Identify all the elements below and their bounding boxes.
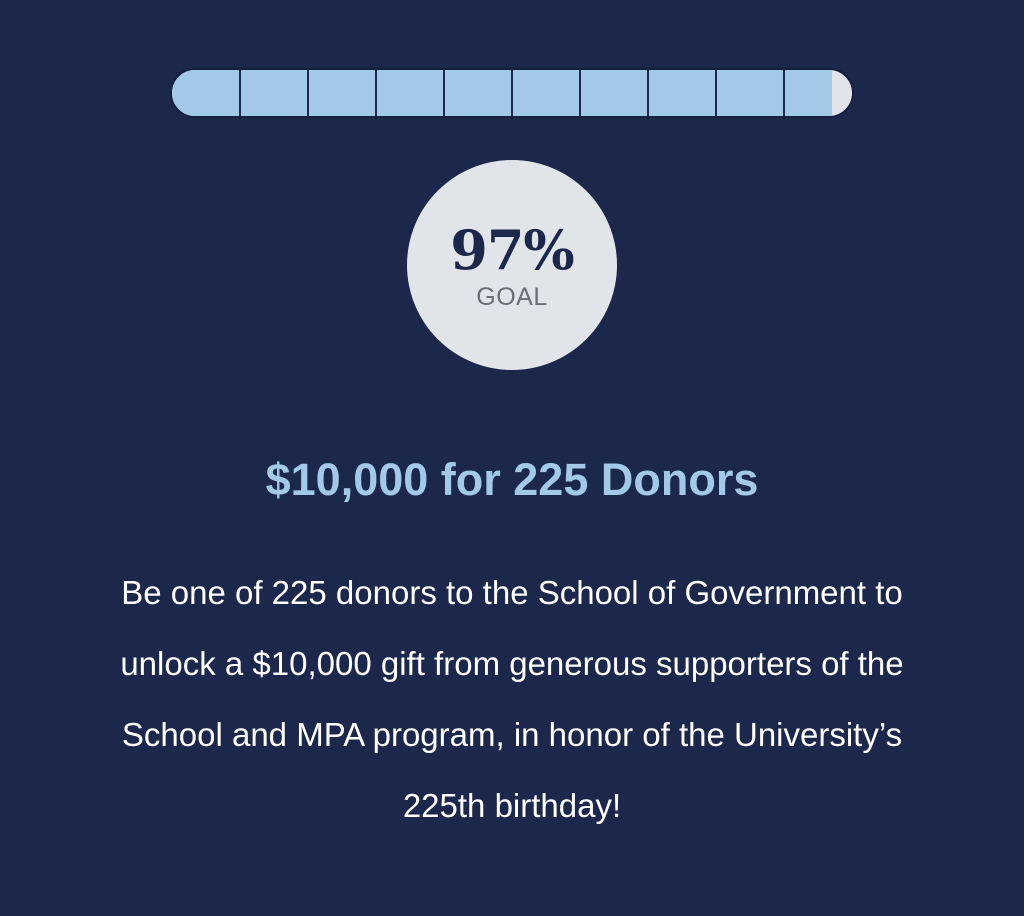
progress-fill: [172, 70, 832, 116]
goal-progress-bar: [170, 68, 854, 118]
goal-label: GOAL: [476, 282, 548, 311]
challenge-headline: $10,000 for 225 Donors: [265, 454, 759, 505]
goal-percent: 97%: [450, 217, 574, 282]
goal-badge: [407, 160, 617, 370]
challenge-description: Be one of 225 donors to the School of Government to unlock a $10,000 gift from generous supporters of the School and MPA program, in honor of the University’s 225th birthday!: [120, 574, 904, 824]
